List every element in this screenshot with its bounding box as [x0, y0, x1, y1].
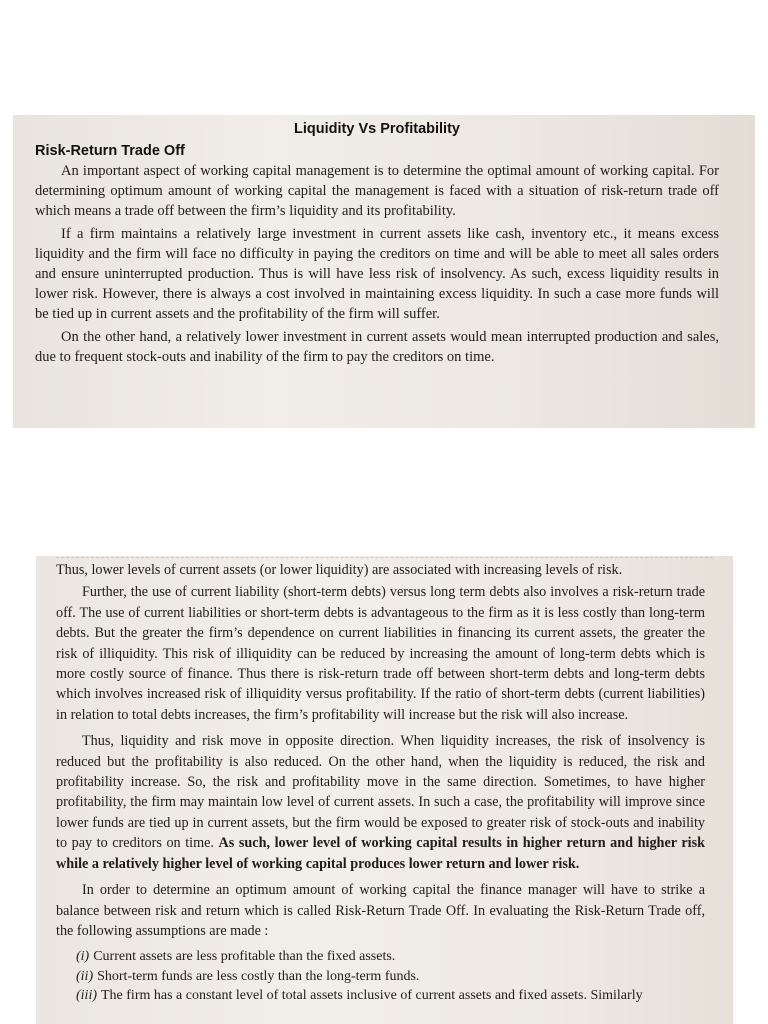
paragraph: On the other hand, a relatively lower investment in current assets would mean interrupted production and sales, due to frequent stock-outs and inability of the firm to pay the creditors on time.	[35, 328, 719, 365]
top-page-photo	[13, 115, 755, 428]
list-item-number: (i)	[76, 949, 90, 965]
paragraph: In order to determine an optimum amount of working capital the finance manager will have to strike a balance between risk and return which is called Risk-Return Trade Off. In evaluating the Risk-Return Trade off, the following assumptions are made :	[56, 882, 705, 939]
list-item-text: The firm has a constant level of total assets inclusive of current assets and fixed assets. Similarly	[101, 988, 643, 1004]
list-item	[76, 986, 705, 1006]
emphasized-text: As such, lower level of working capital results in higher return and higher risk while a relatively higher level of working capital produces lower return and lower risk.	[56, 835, 705, 872]
list-item-number: (ii)	[76, 968, 94, 984]
paragraph: An important aspect of working capital management is to determine the optimal amount of working capital. For determining optimum amount of working capital the management is faced with a situation of risk-return trade off which means a trade off between the firm’s liquidity and its profitability.	[35, 163, 719, 220]
list-item-number: (iii)	[76, 988, 97, 1004]
list-item	[76, 947, 705, 967]
paragraph: If a firm maintains a relatively large investment in current assets like cash, inventory etc., it means excess liquidity and the firm will face no difficulty in paying the creditors on time and will be able to meet all sales orders and ensure uninterrupted production. Thus is will have less risk of insolvency. As such, excess liquidity results in lower risk. However, there is always a cost involved in maintaining excess liquidity. In such a case more funds will be tied up in current assets and the profitability of the firm will suffer.	[35, 225, 719, 323]
paragraph-text: Thus, liquidity and risk move in opposite direction. When liquidity increases, the risk of insolvency is reduced but the profitability is also reduced. On the other hand, when the liquidity is reduced, the risk and profitability increase. So, the risk and profitability move in the same direction. Sometimes, to have higher profitability, the firm may maintain low level of current assets. In such a case, the profitability will improve since lower funds are tied up in current assets, but the firm would be exposed to greater risk of stock-outs and inability to pay to creditors on time.	[56, 733, 705, 852]
page-edge-divider	[56, 557, 713, 558]
paragraph	[56, 731, 705, 874]
assumption-list	[56, 947, 705, 1006]
list-item-text: Short-term funds are less costly than the long-term funds.	[97, 968, 420, 984]
list-item	[76, 967, 705, 987]
bottom-page-photo	[36, 556, 733, 1024]
paragraph: Thus, lower levels of current assets (or lower liquidity) are associated with increasing levels of risk.	[56, 562, 623, 578]
list-item-text: Current assets are less profitable than the fixed assets.	[93, 949, 396, 965]
page-title: Liquidity Vs Profitability	[294, 121, 460, 137]
section-heading: Risk-Return Trade Off	[35, 143, 185, 159]
paragraph: Further, the use of current liability (short-term debts) versus long term debts also involves a risk-return trade off. The use of current liabilities or short-term debts is advantageous to the firm as it is less costly than long-term debts. But the greater the firm’s dependence on current liabilities in financing its current assets, the greater the risk of illiquidity. This risk of illiquidity can be reduced by increasing the amount of long-term debts which is more costly source of finance. Thus there is risk-return trade off between short-term debts and long-term debts which involves increased risk of illiquidity versus profitability. If the ratio of short-term debts (current liabilities) in relation to total debts increases, the firm’s profitability will increase but the risk will also increase.	[56, 584, 705, 723]
